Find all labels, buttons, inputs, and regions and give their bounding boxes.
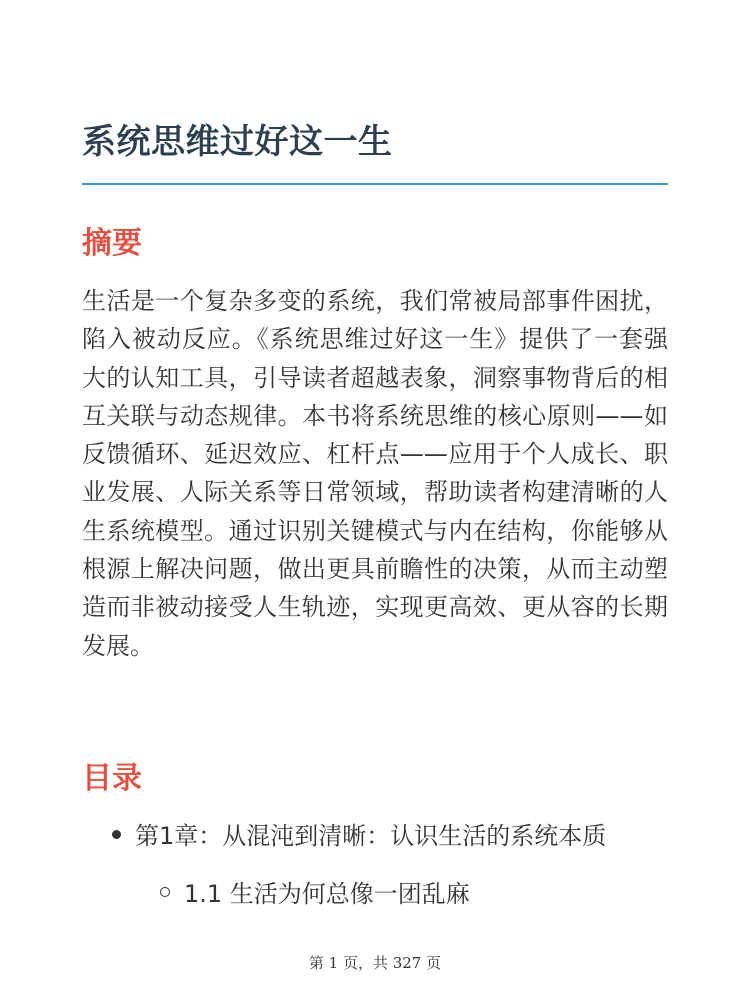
- summary-heading: 摘要: [82, 226, 142, 261]
- document-title: 系统思维过好这一生: [82, 122, 393, 162]
- bullet-disc-icon: [112, 830, 121, 839]
- toc-item-label: 第1章：从混沌到清晰：认识生活的系统本质: [135, 822, 607, 850]
- summary-paragraph: 生活是一个复杂多变的系统，我们常被局部事件困扰，陷入被动反应。《系统思维过好这一生》提供了一套强大的认知工具，引导读者超越表象，洞察事物背后的相互关联与动态规律。本书将系统思维的核心原则——如反馈循环、延迟效应、杠杆点——应用于个人成长、职业发展、人际关系等日常领域，帮助读者构建清晰的人生系统模型。通过识别关键模式与内在结构，你能够从根源上解决问题，做出更具前瞻性的决策，从而主动塑造而非被动接受人生轨迹，实现更高效、更从容的长期发展。: [82, 287, 668, 660]
- title-divider: [82, 183, 668, 185]
- toc-item-label: 1.1 生活为何总像一团乱麻: [184, 880, 470, 908]
- bullet-circle-icon: [160, 887, 170, 897]
- toc-heading: 目录: [82, 761, 142, 796]
- toc-item-chapter-1[interactable]: [112, 816, 606, 851]
- toc-item-section-1-1[interactable]: [160, 874, 470, 909]
- page-number: 第 1 页，共 327 页: [308, 954, 442, 972]
